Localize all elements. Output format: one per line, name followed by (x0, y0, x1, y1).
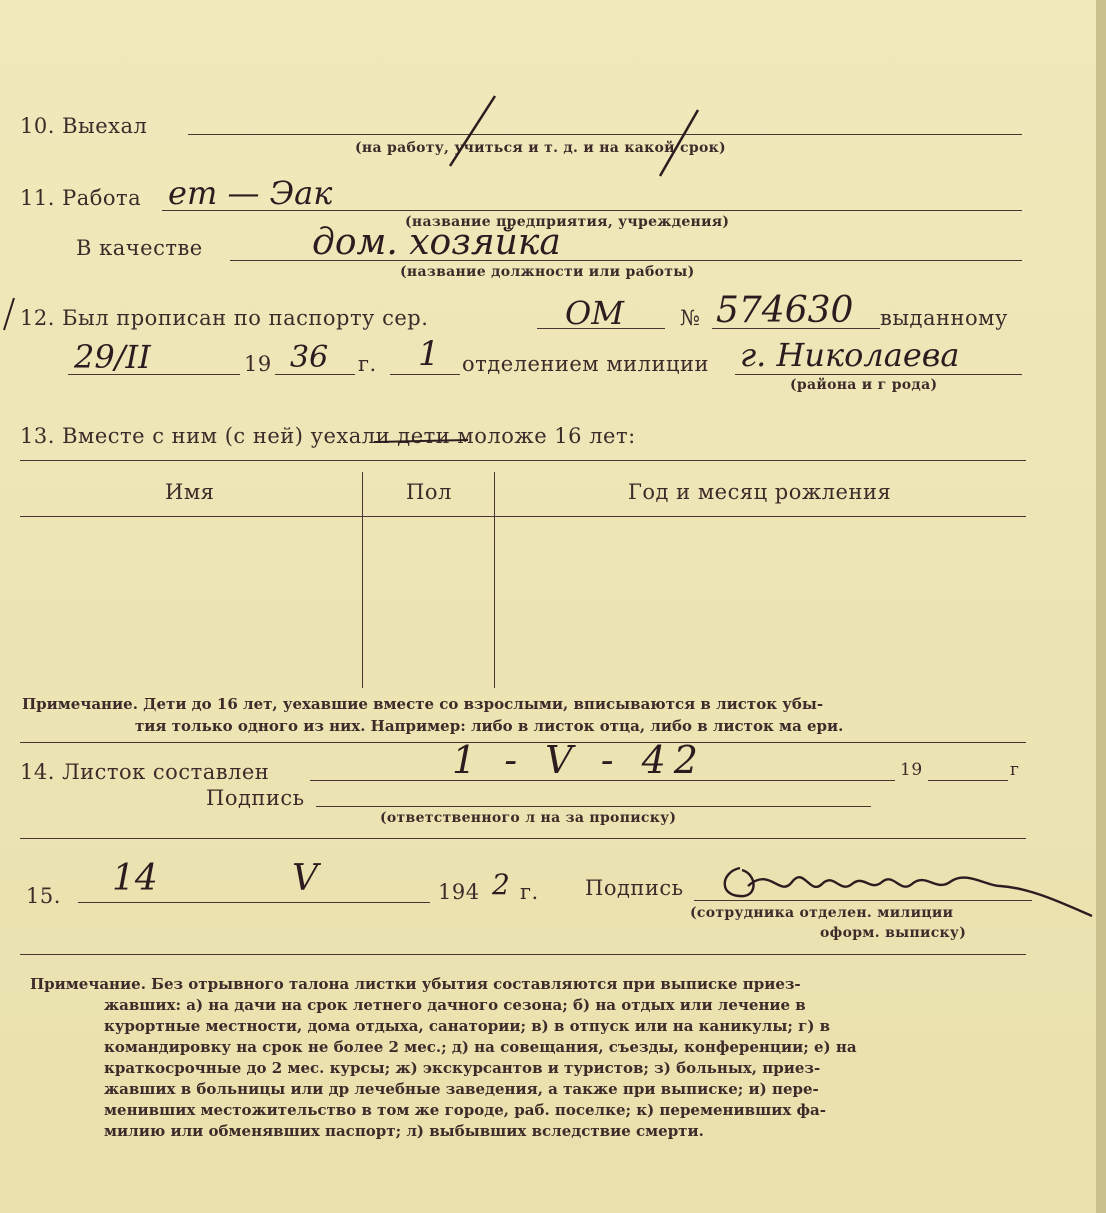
s15-bottom-line (20, 954, 1026, 955)
s15-date-line (78, 902, 430, 903)
col-header-birth: Год и месяц рожления (628, 480, 892, 504)
s12-dept-label: отделением милиции (462, 352, 709, 376)
s14-label: 14. Листок составлен (20, 760, 270, 784)
s15-month: V (292, 858, 318, 899)
footnote-line-7: менивших местожительство в том же городе, раб. поселке; к) переменивших фа- (104, 1101, 826, 1119)
s15-year: 2 (492, 868, 510, 901)
footnote-line-4: командировку на срок не более 2 мес.; д) на совещания, съезды, конференции; е) на (104, 1038, 857, 1056)
table-divider-2 (494, 472, 495, 688)
s11-hint1: (название предприятия, учреждения) (405, 214, 730, 230)
table-header-line (20, 516, 1026, 517)
margin-tick-mark (0, 296, 20, 336)
s15-sign-label: Подпись (585, 876, 684, 900)
s12-num-label: № (680, 306, 701, 330)
s15-hint1: (сотрудника отделен. милиции (690, 905, 954, 921)
footnote-line-8: милию или обменявших паспорт; л) выбывших вследствие смерти. (104, 1122, 704, 1140)
s12-issued-label: выданному (880, 306, 1008, 330)
s12-city-line (735, 374, 1022, 375)
s14-sign-label: Подпись (206, 786, 305, 810)
s12-year: 36 (290, 340, 329, 375)
s12-hint: (района и г рода) (790, 377, 938, 393)
s12-date: 29/II (74, 338, 151, 376)
s12-series: ОМ (565, 294, 624, 332)
s13-strike-mark (372, 430, 472, 450)
table-divider-1 (362, 472, 363, 688)
s15-day: 14 (112, 858, 158, 899)
footnote-line-3: курортные местности, дома отдыха, санатории; в) в отпуск или на каникулы; г) в (104, 1017, 831, 1035)
s12-dept-line (390, 374, 460, 375)
col-header-name: Имя (165, 480, 215, 504)
s12-dept-no: 1 (418, 334, 440, 374)
s10-hint: (на работу, учиться и т. д. и на какой срок) (355, 140, 726, 156)
s14-year-prefix: 19 (900, 760, 923, 780)
s12-number: 574630 (716, 290, 854, 331)
s14-bottom-line (20, 838, 1026, 839)
s15-year-suffix: г. (520, 880, 539, 904)
s12-year-suffix: г. (358, 352, 377, 376)
s13-note-line2: тия только одного из них. Например: либо в листок отца, либо в листок ма ери. (135, 717, 844, 735)
paper-edge (1096, 0, 1106, 1213)
s11-hint2: (название должности или работы) (400, 264, 695, 280)
s12-date-line (68, 374, 240, 375)
s11-capacity-value: дом. хозяйка (312, 222, 561, 263)
s15-label: 15. (26, 884, 61, 908)
footnote-line-5: краткосрочные до 2 мес. курсы; ж) экскурсантов и туристов; з) больных, приез- (104, 1059, 821, 1077)
s15-hint2: оформ. выписку) (820, 925, 967, 941)
s10-strike-marks (430, 88, 730, 178)
s11-capacity-label: В качестве (76, 236, 203, 260)
s13-note-line1: Примечание. Дети до 16 лет, уехавшие вместе со взрослыми, вписываются в листок убы- (22, 695, 824, 713)
s14-year-suffix: г (1010, 760, 1020, 780)
s12-year-prefix: 19 (244, 352, 272, 376)
s15-year-prefix: 194 (438, 880, 480, 904)
s12-city: г. Николаева (740, 336, 960, 374)
s12-label: 12. Был прописан по паспорту сер. (20, 306, 429, 330)
footnote-line-2: жавших: а) на дачи на срок летнего дачного сезона; б) на отдых или лечение в (104, 996, 806, 1014)
footnote-line-1: Примечание. Без отрывного талона листки убытия составляются при выписке приез- (30, 975, 801, 993)
s11-label: 11. Работа (20, 186, 142, 210)
col-header-sex: Пол (406, 480, 452, 504)
s14-year-line (928, 780, 1008, 781)
s14-sign-line (316, 806, 871, 807)
s11-value: ет — Эак (168, 174, 333, 212)
table-top-line (20, 460, 1026, 461)
footnote-line-6: жавших в больницы или др лечебные заведения, а также при выписке; и) пере- (104, 1080, 819, 1098)
s13-label: 13. Вместе с ним (с ней) уехали дети моложе 16 лет: (20, 424, 636, 448)
s14-date: 1 - V - 42 (452, 738, 706, 782)
s14-hint: (ответственного л на за прописку) (380, 810, 677, 826)
s10-label: 10. Выехал (20, 114, 148, 138)
